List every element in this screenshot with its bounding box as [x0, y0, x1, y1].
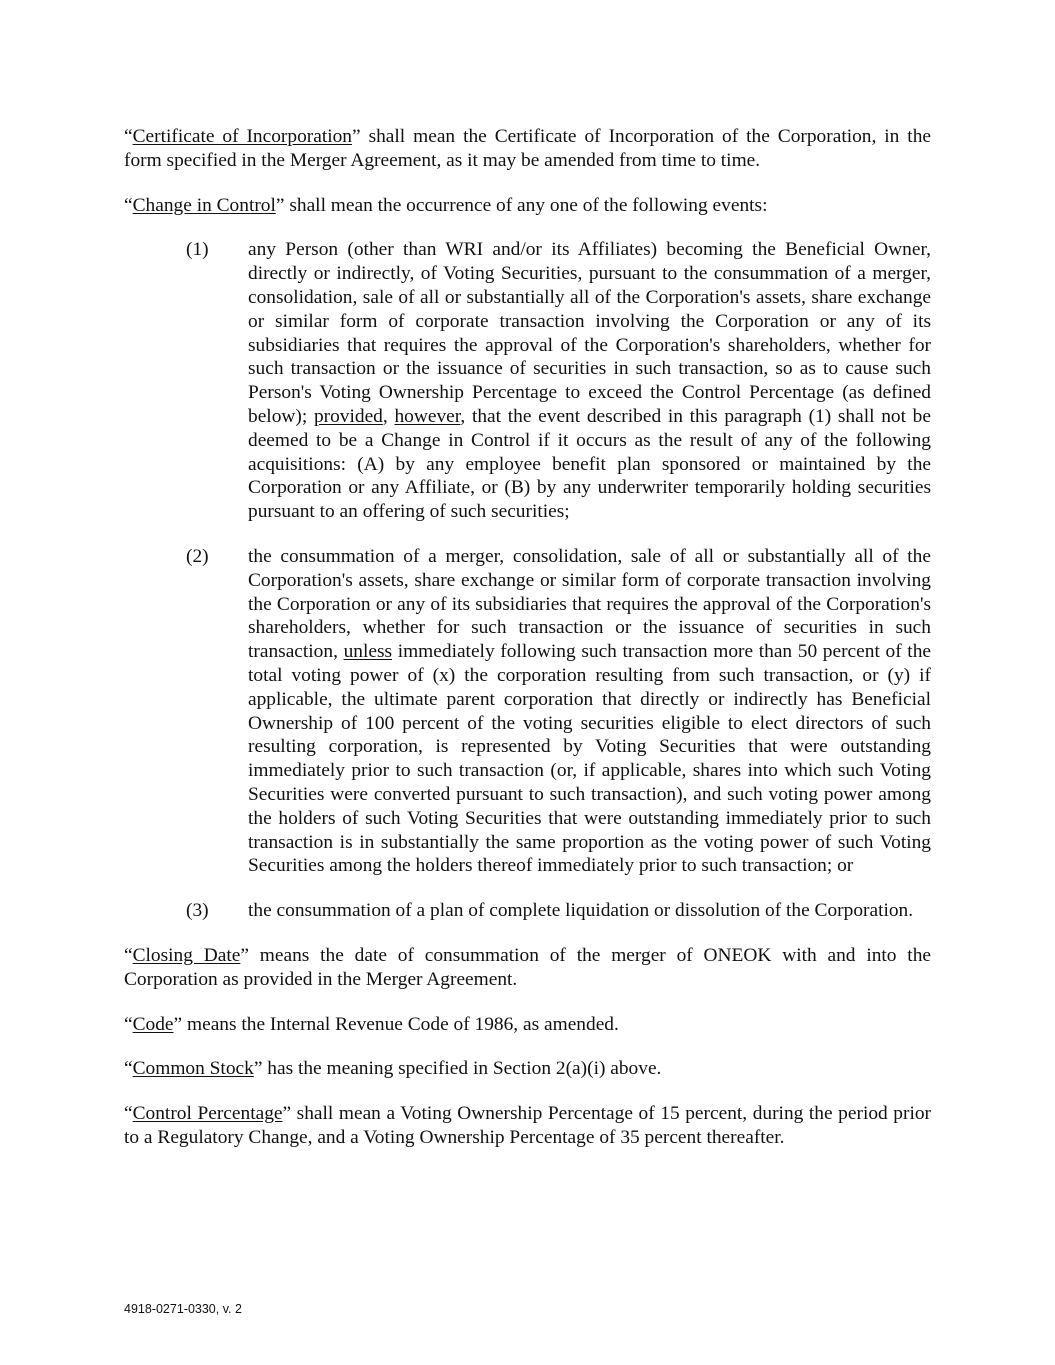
- definition-text: ” shall mean the Certificate of Incorporation of the Corporation, in the form specified in the Merger Agreement, as it may be amended from time to time.: [124, 126, 931, 171]
- underlined-word: however: [394, 405, 461, 427]
- open-quote: “: [124, 1013, 133, 1035]
- open-quote: “: [124, 944, 133, 966]
- item-number: (3): [186, 900, 209, 922]
- defined-term: Code: [132, 1013, 174, 1035]
- list-item: [186, 545, 931, 878]
- defined-term: Change in Control: [132, 194, 276, 216]
- definition-text: ” shall mean the occurrence of any one of the following events:: [275, 194, 768, 216]
- definition-common-stock: [124, 1057, 931, 1081]
- list-item: [186, 238, 931, 524]
- definition-certificate-of-incorporation: [124, 125, 931, 173]
- definition-closing-date: [124, 944, 931, 992]
- open-quote: “: [124, 194, 133, 216]
- definition-text: ” shall mean a Voting Ownership Percentage of 15 percent, during the period prior to a Regulatory Change, and a Voting Ownership Percentage of 35 percent thereafter.: [124, 1103, 931, 1148]
- definition-control-percentage: [124, 1102, 931, 1150]
- item-text: the consummation of a merger, consolidation, sale of all or substantially all of the Corporation's assets, share exchange or similar form of corporate transaction involving the Corporation or any of its subsidiaries that requires the approval of the Corporation's shareholders, whether for such transaction or the issuance of securities in such transaction,: [248, 545, 931, 663]
- defined-term: Certificate of Incorporation: [132, 126, 353, 147]
- definition-text: ” means the Internal Revenue Code of 1986, as amended.: [173, 1013, 619, 1035]
- document-id-footer: 4918-0271-0330, v. 2: [124, 1302, 242, 1316]
- definition-change-in-control: [124, 194, 931, 218]
- definition-text: ” has the meaning specified in Section 2(a)(i) above.: [253, 1058, 662, 1080]
- open-quote: “: [124, 126, 133, 147]
- open-quote: “: [124, 1058, 133, 1080]
- item-text: immediately following such transaction more than 50 percent of the total voting power of (x) the corporation resulting from such transaction, or (y) if applicable, the ultimate parent corporation that directly or indirectly has Beneficial Ownership of 100 percent of the voting securities eligible to elect directors of such resulting corporation, is represented by Voting Securities that were outstanding immediately prior to such transaction (or, if applicable, shares into which such Voting Securities were converted pursuant to such transaction), and such voting power among the holders of such Voting Securities that were outstanding immediately prior to such transaction is in substantially the same proportion as the voting power of such Voting Securities among the holders thereof immediately prior to such transaction; or: [248, 641, 931, 877]
- definition-text: ” means the date of consummation of the merger of ONEOK with and into the Corporation as provided in the Merger Agreement.: [124, 944, 931, 990]
- document-page: [124, 125, 931, 1171]
- item-text: the consummation of a plan of complete liquidation or dissolution of the Corporation.: [248, 900, 914, 922]
- defined-term: Closing Date: [132, 944, 241, 966]
- item-number: (2): [186, 545, 209, 567]
- open-quote: “: [124, 1103, 133, 1125]
- underlined-word: provided: [313, 405, 383, 427]
- list-item: [186, 899, 931, 923]
- item-number: (1): [186, 239, 209, 261]
- item-text: any Person (other than WRI and/or its Affiliates) becoming the Beneficial Owner, directly or indirectly, of Voting Securities, pursuant to the consummation of a merger, consolidation, sale of all or substantially all of the Corporation's assets, share exchange or similar form of corporate transaction involving the Corporation or any of its subsidiaries that requires the approval of the Corporation's shareholders, whether for such transaction or the issuance of securities in such transaction, so as to cause such Person's Voting Ownership Percentage to exceed the Control Percentage (as defined below);: [248, 239, 931, 427]
- defined-term: Control Percentage: [132, 1103, 283, 1125]
- defined-term: Common Stock: [132, 1058, 254, 1080]
- underlined-word: unless: [343, 641, 393, 663]
- definition-code: [124, 1013, 931, 1037]
- item-text: , that the event described in this paragraph (1) shall not be deemed to be a Change in Control if it occurs as the result of any of the following acquisitions: (A) by any employee benefit plan sponsored or maintained by the Corporation or any Affiliate, or (B) by any underwriter temporarily holding securities pursuant to an offering of such securities;: [248, 405, 931, 523]
- item-text: ,: [382, 405, 395, 427]
